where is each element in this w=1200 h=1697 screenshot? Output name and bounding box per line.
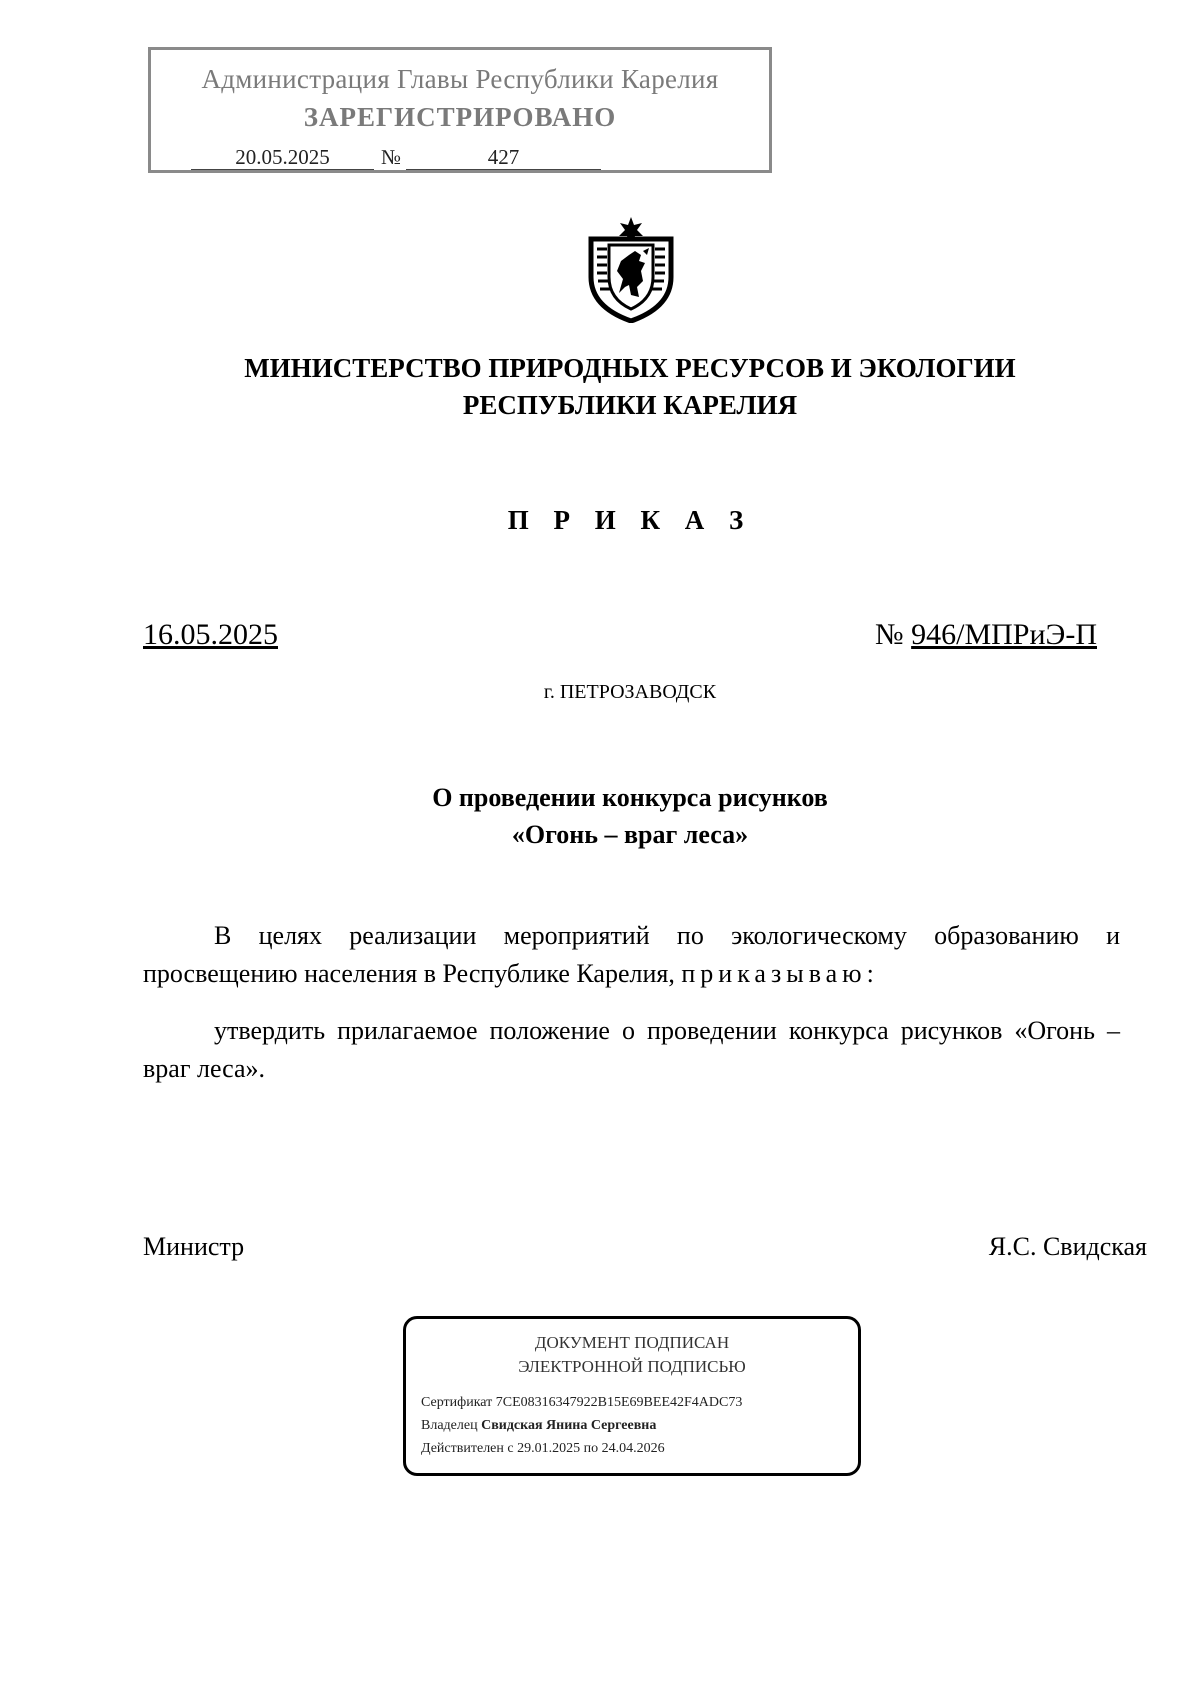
registration-organization: Администрация Главы Республики Карелия — [201, 64, 719, 94]
order-title-line2: «Огонь – враг леса» — [511, 820, 749, 849]
esig-heading-2: ЭЛЕКТРОННОЙ ПОДПИСЬЮ — [518, 1357, 746, 1376]
registration-date: 20.05.2025 — [191, 145, 374, 170]
karelia-coat-of-arms-icon — [583, 215, 679, 323]
esig-heading-1: ДОКУМЕНТ ПОДПИСАН — [534, 1333, 730, 1352]
esig-owner-label: Владелец — [421, 1418, 478, 1433]
directive-word: приказываю: — [681, 959, 879, 988]
signatory-name: Я.С. Свидская — [988, 1232, 1147, 1261]
order-title-line1: О проведении конкурса рисунков — [432, 783, 828, 812]
registration-number: 427 — [406, 145, 601, 170]
order-number: 946/МПРиЭ-П — [911, 618, 1097, 651]
order-number-sign: № — [875, 618, 904, 651]
registration-number-sign: № — [381, 145, 402, 169]
esig-validity-line — [421, 1441, 665, 1457]
esig-valid-to-word: по — [583, 1441, 599, 1456]
esig-valid-from-word: с — [507, 1441, 514, 1456]
electronic-signature-stamp — [403, 1316, 861, 1476]
registration-status: ЗАРЕГИСТРИРОВАНО — [303, 102, 617, 132]
order-number-block — [875, 618, 1097, 652]
esig-valid-label: Действителен — [421, 1441, 504, 1456]
esig-valid-to: 24.04.2026 — [601, 1441, 665, 1456]
registration-stamp — [148, 47, 772, 173]
esig-certificate: 7CE08316347922B15E69BEE42F4ADC73 — [495, 1395, 743, 1410]
signatory-role: Министр — [143, 1232, 245, 1261]
esig-certificate-label: Сертификат — [421, 1395, 493, 1410]
esig-owner-line — [421, 1418, 656, 1434]
esig-owner: Свидская Янина Сергеевна — [481, 1418, 657, 1433]
city: г. ПЕТРОЗАВОДСК — [543, 681, 717, 703]
order-date: 16.05.2025 — [143, 618, 278, 651]
ministry-name-line1: МИНИСТЕРСТВО ПРИРОДНЫХ РЕСУРСОВ И ЭКОЛОГИИ — [244, 353, 1016, 383]
document-type: П Р И К А З — [507, 505, 753, 535]
body-paragraph-2: утвердить прилагаемое положение о проведении конкурса рисунков «Огонь – враг леса». — [143, 1016, 1120, 1083]
body-paragraph-1-text: В целях реализации мероприятий по экологическому образованию и просвещению населения в Республике Карелия, — [143, 921, 1120, 988]
ministry-name-line2: РЕСПУБЛИКИ КАРЕЛИЯ — [462, 390, 798, 420]
esig-certificate-line — [421, 1395, 742, 1411]
body-paragraph-1 — [143, 917, 1120, 993]
esig-valid-from: 29.01.2025 — [517, 1441, 581, 1456]
